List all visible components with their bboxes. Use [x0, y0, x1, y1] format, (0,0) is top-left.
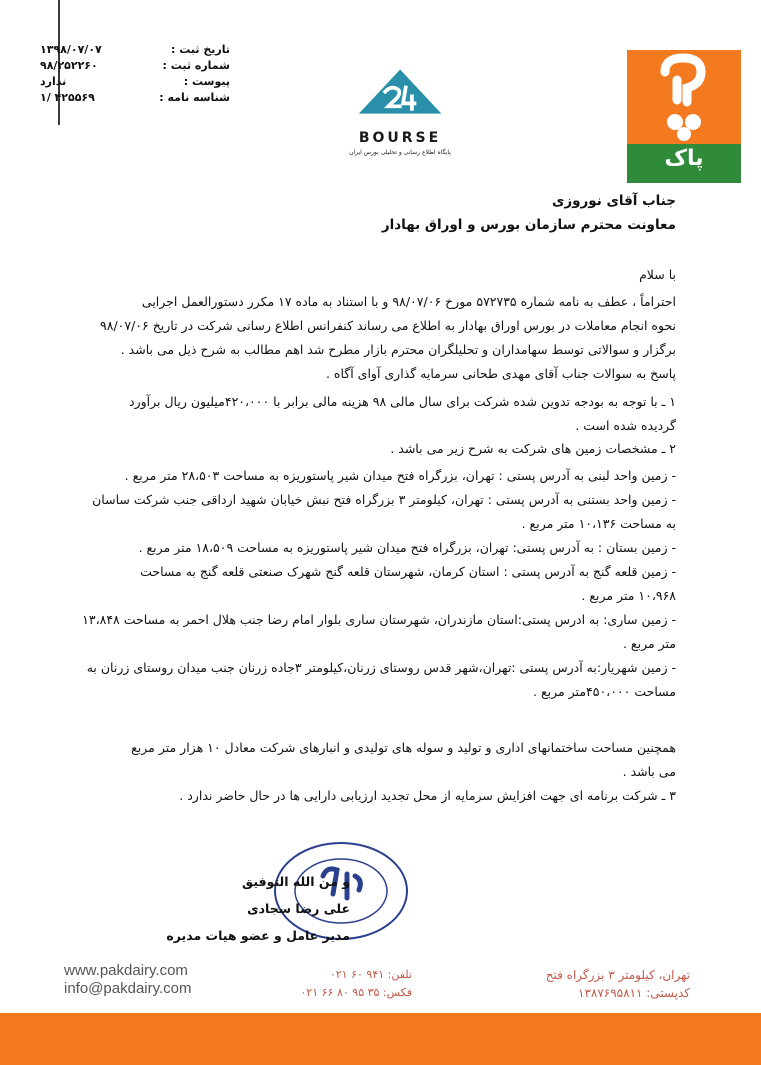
land-item: - زمین شهریار:به آدرس پستی :تهران،شهر قدس روستای زرنان،کیلومتر ۳جاده زرنان جنب میدان روستای زرنان به [86, 660, 676, 675]
intro-line: پاسخ به سوالات جناب آقای مهدی طحانی سرمایه گذاری آوای آگاه . [325, 366, 676, 381]
footer-address-line: تهران، کیلومتر ۳ بزرگراه فتح [545, 968, 690, 982]
land-item-cont: متر مربع . [622, 636, 676, 651]
intro-line: نحوه انجام معاملات در بورس اوراق بهادار به اطلاع می رساند کنفرانس اطلاع رسانی شرکت در تاریخ ۹۸/۰۷/۰۶ [100, 318, 676, 333]
meta-row-attachment [40, 74, 230, 90]
land-item-cont: به مساحت ۱۰،۱۳۶ متر مربع . [521, 516, 676, 531]
land-list [66, 464, 676, 704]
intro-line: برگزار و سوالاتی توسط سهامداران و تحلیلگران محترم بازار مطرح شد اهم مطالب به شرح ذیل می باشد . [120, 342, 676, 357]
meta-value: ۱/ ۴۲۵۵۶۹ [40, 91, 95, 104]
meta-value: ۹۸/۲۵۲۲۶۰ [40, 59, 98, 72]
meta-row-date [40, 42, 230, 58]
footer-phone-fax [262, 966, 412, 1002]
salutation: با سلام [639, 267, 676, 282]
signature-block [160, 868, 350, 949]
land-item: - زمین ساری: به ادرس پستی:استان مازندران، شهرستان ساری بلوار امام رضا جنب هلال احمر به مساحت ۱۳،۸۴۸ [82, 612, 676, 627]
meta-row-id [40, 90, 230, 106]
footer-orange-bar [0, 1013, 761, 1065]
bourse-logo [338, 68, 463, 138]
footer-contact-web [64, 962, 192, 998]
signatory-title: مدیر عامل و عضو هیات مدیره [166, 928, 350, 943]
meta-label: تاریخ ثبت : [171, 43, 230, 56]
land-item: - زمین واحد لبنی به آدرس پستی : تهران، بزرگراه فتح میدان شیر پاستوریزه به مساحت ۲۸،۵۰۳ متر مربع . [124, 468, 676, 483]
footer-fax: فکس: ۳۵ ۹۵ ۸۰ ۶۶ ۰۲۱ [300, 986, 412, 999]
meta-value: ۱۳۹۸/۰۷/۰۷ [40, 43, 102, 56]
signature-closing: و من الله التوفیق [242, 874, 350, 889]
bourse-logo-text: BOURSE [358, 130, 442, 146]
meta-label: شناسه نامه : [159, 91, 230, 104]
website-link[interactable]: www.pakdairy.com [64, 962, 188, 979]
buildings-paragraph [66, 736, 676, 784]
footer-address [470, 966, 690, 1002]
land-item: - زمین قلعه گنج به آدرس پستی : استان کرمان، شهرستان قلعه گنج شهرک صنعتی قلعه گنج به مساحت [140, 564, 676, 579]
footer-phone: تلفن: ۹۴۱ ۶۰ ۰۲۱ [329, 968, 412, 981]
land-item-cont: مساحت ۴۵۰،۰۰۰متر مربع . [533, 684, 676, 699]
email-link[interactable]: info@pakdairy.com [64, 980, 192, 997]
item-1-line: ۱ ـ با توجه به بودجه تدوین شده شرکت برای سال مالی ۹۸ هزینه مالی برابر با ۴۲۰،۰۰۰میلیون ریال برآورد [129, 394, 676, 409]
item-1 [66, 390, 676, 438]
land-item-cont: ۱۰،۹۶۸ متر مربع . [581, 588, 676, 603]
pak-logo-text: پاک [664, 146, 704, 171]
bourse-logo-subtitle: پایگاه اطلاع رسانی و تحلیلی بورس ایران [349, 149, 451, 156]
item-1-line: گردیده شده است . [575, 418, 676, 433]
footer-postal-code: کدپستی: ۱۳۸۷۶۹۵۸۱۱ [578, 986, 690, 1000]
land-item: - زمین بستان : به آدرس پستی: تهران، بزرگراه فتح میدان شیر پاستوریزه به مساحت ۱۸،۵۰۹ متر مربع . [138, 540, 676, 555]
meta-row-number [40, 58, 230, 74]
buildings-line: همچنین مساحت ساختمانهای اداری و تولید و سوله های تولیدی و انبارهای شرکت معادل ۱۰ هزار متر مربع [131, 740, 676, 755]
item-2-title: ۲ ـ مشخصات زمین های شرکت به شرح زیر می باشد . [390, 441, 676, 456]
addressee-name: جناب آقای نوروزی [551, 193, 676, 209]
signatory-name: علی رضا سجادی [247, 901, 350, 916]
intro-paragraph [66, 290, 676, 386]
letter-meta [40, 42, 230, 106]
pak-logo-mark-icon [627, 50, 741, 145]
intro-line: احتراماً ، عطف به نامه شماره ۵۷۲۷۳۵ مورخ ۹۸/۰۷/۰۶ و با استناد به ماده ۱۷ مکرر دستورالعمل اجرایی [141, 294, 676, 309]
item-3: ۳ ـ شرکت برنامه ای جهت افزایش سرمایه از محل تجدید ارزیابی دارایی ها در حال حاضر ندارد . [179, 788, 676, 803]
meta-value: ندارد [40, 75, 67, 88]
land-item: - زمین واحد بستنی به آدرس پستی : تهران، کیلومتر ۳ بزرگراه فتح نبش خیابان شهید ارداقی جنب شرکت ساسان [92, 492, 676, 507]
addressee-title: معاونت محترم سازمان بورس و اوراق بهادار [381, 217, 676, 233]
meta-label: پیوست : [183, 75, 230, 88]
meta-label: شماره ثبت : [162, 59, 230, 72]
buildings-line: می باشد . [622, 764, 676, 779]
